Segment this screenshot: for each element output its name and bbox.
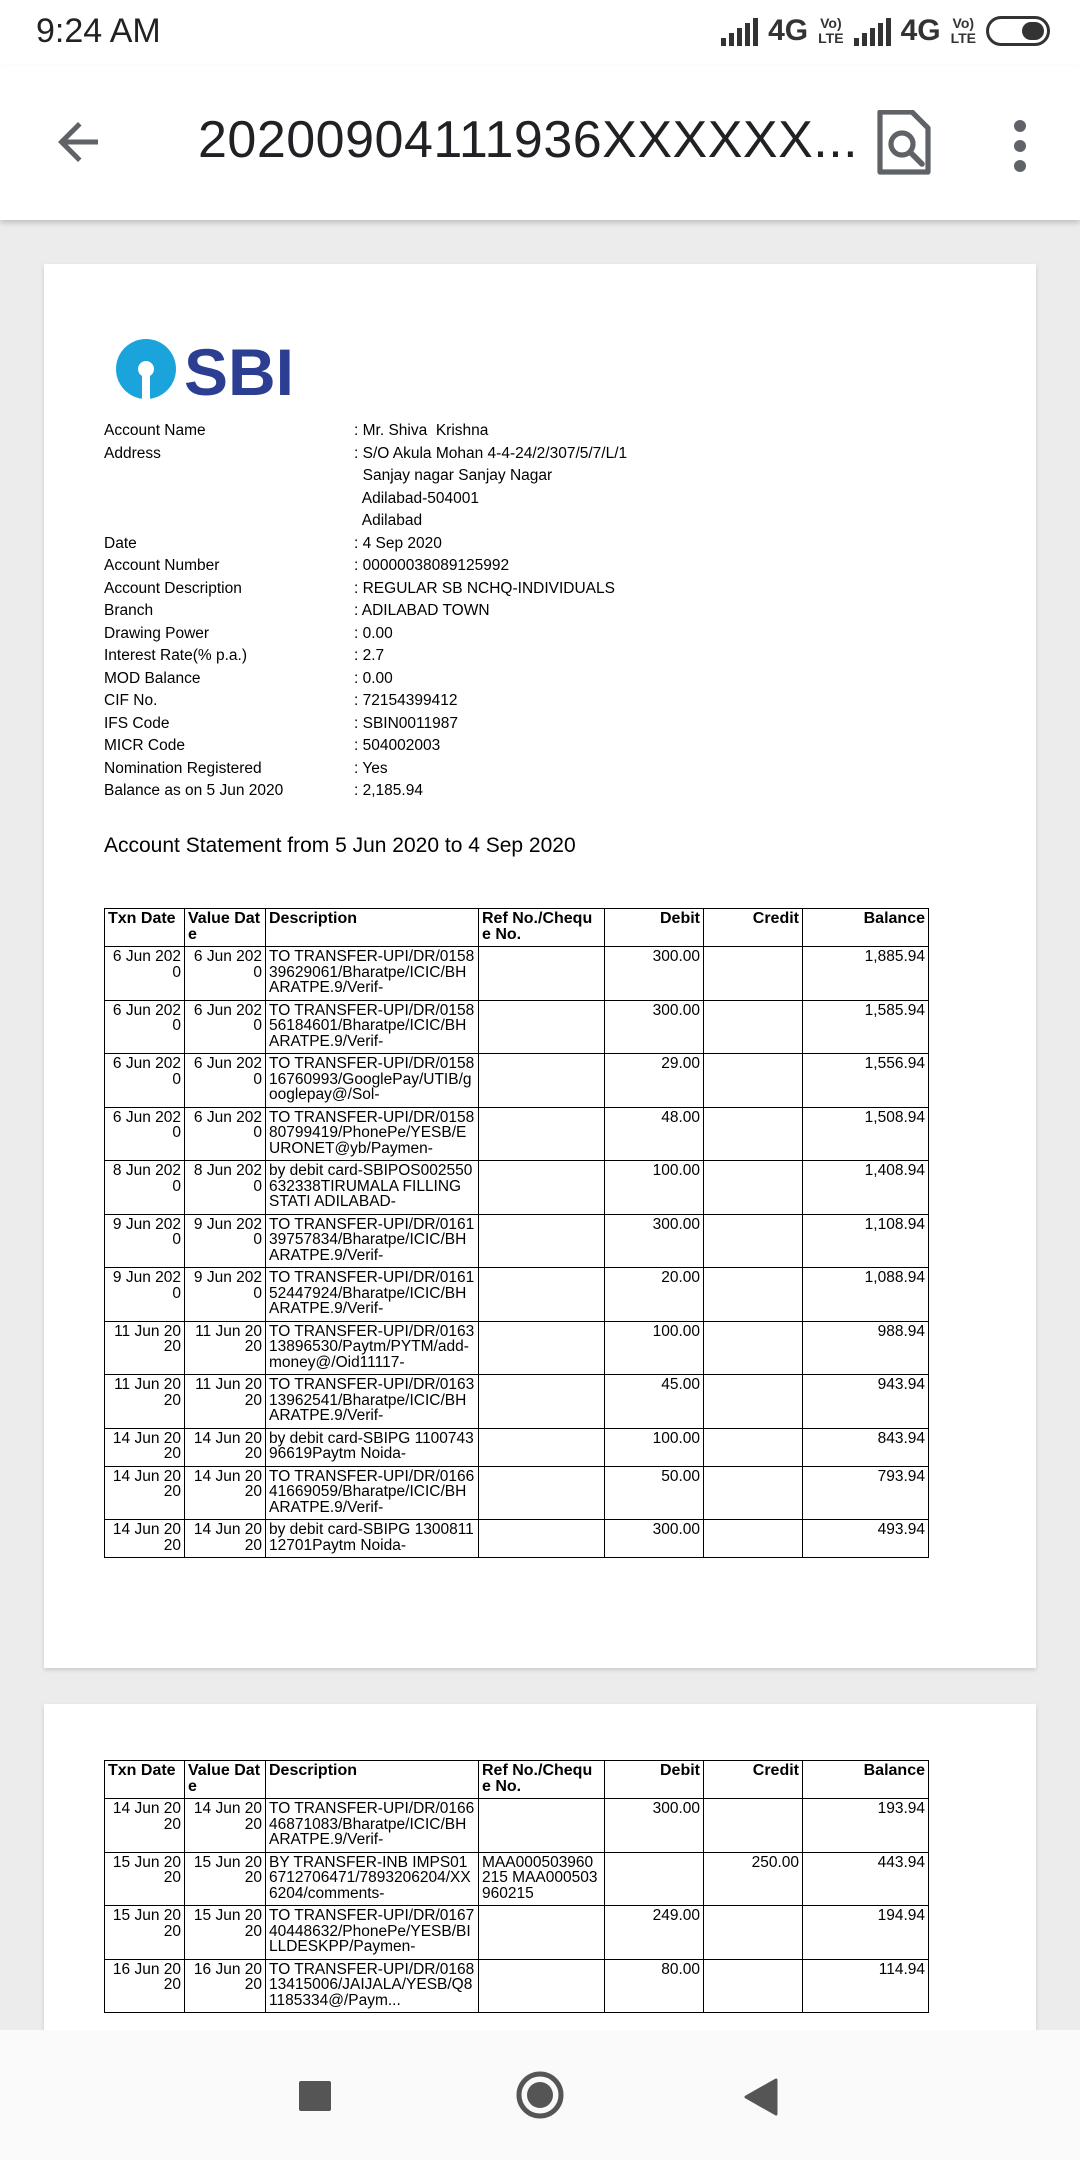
table-cell: 1,088.94 bbox=[803, 1268, 929, 1322]
info-label: Address bbox=[104, 444, 161, 462]
column-header: Debit bbox=[605, 909, 704, 947]
account-info-row bbox=[104, 533, 627, 556]
table-cell: 493.94 bbox=[803, 1520, 929, 1558]
table-cell: 16 Jun 2020 bbox=[185, 1959, 266, 2013]
table-cell: 9 Jun 2020 bbox=[105, 1214, 185, 1268]
info-value: : 72154399412 bbox=[354, 692, 458, 709]
info-value: : 504002003 bbox=[354, 737, 441, 754]
table-cell bbox=[704, 1466, 803, 1520]
info-value: : 4 Sep 2020 bbox=[354, 534, 442, 552]
column-header: Value Date bbox=[185, 909, 266, 947]
table-row bbox=[105, 1428, 929, 1466]
more-options-button[interactable] bbox=[1000, 116, 1040, 176]
table-cell: 114.94 bbox=[803, 1959, 929, 2013]
table-cell bbox=[704, 1906, 803, 1960]
table-cell: 11 Jun 2020 bbox=[185, 1375, 266, 1429]
table-cell: 793.94 bbox=[803, 1466, 929, 1520]
table-cell: 15 Jun 2020 bbox=[185, 1852, 266, 1906]
account-info-row bbox=[104, 555, 627, 578]
table-cell bbox=[704, 1268, 803, 1322]
account-info-row bbox=[104, 488, 627, 511]
home-button[interactable] bbox=[515, 2070, 565, 2120]
table-cell bbox=[605, 1852, 704, 1906]
table-cell: 80.00 bbox=[605, 1959, 704, 2013]
table-cell: 6 Jun 2020 bbox=[185, 947, 266, 1001]
table-cell: TO TRANSFER-UPI/DR/016139757834/Bharatpe/ICIC/BHARATPE.9/Verif- bbox=[266, 1214, 479, 1268]
account-info-row bbox=[104, 600, 627, 623]
account-info-row bbox=[104, 578, 627, 601]
table-cell: 300.00 bbox=[605, 1214, 704, 1268]
table-row bbox=[105, 1520, 929, 1558]
table-cell: TO TRANSFER-UPI/DR/016740448632/PhonePe/YESB/BILLDESKPP/Paymen- bbox=[266, 1906, 479, 1960]
table-cell: 20.00 bbox=[605, 1268, 704, 1322]
table-cell: 9 Jun 2020 bbox=[185, 1268, 266, 1322]
table-row bbox=[105, 1054, 929, 1108]
table-row bbox=[105, 1161, 929, 1215]
info-value: : S/O Akula Mohan 4-4-24/2/307/5/7/L/1 bbox=[354, 444, 628, 462]
info-value: : Mr. Shiva Krishna bbox=[354, 422, 489, 439]
table-cell bbox=[704, 1000, 803, 1054]
table-cell bbox=[479, 1959, 605, 2013]
column-header: Balance bbox=[803, 909, 929, 947]
nav-back-button[interactable] bbox=[742, 2078, 778, 2116]
table-cell: 988.94 bbox=[803, 1321, 929, 1375]
table-cell bbox=[479, 1214, 605, 1268]
table-cell: 6 Jun 2020 bbox=[105, 947, 185, 1001]
table-cell bbox=[479, 1520, 605, 1558]
table-cell: 15 Jun 2020 bbox=[185, 1906, 266, 1960]
table-cell: 1,108.94 bbox=[803, 1214, 929, 1268]
table-cell: 100.00 bbox=[605, 1321, 704, 1375]
info-label: Drawing Power bbox=[104, 624, 210, 642]
table-header-row bbox=[105, 1761, 929, 1799]
more-vert-icon bbox=[1000, 116, 1040, 176]
find-in-page-button[interactable] bbox=[874, 110, 932, 176]
table-cell bbox=[704, 1375, 803, 1429]
table-cell: TO TRANSFER-UPI/DR/015880799419/PhonePe/YESB/EURONET@yb/Paymen- bbox=[266, 1107, 479, 1161]
table-cell: TO TRANSFER-UPI/DR/016813415006/JAIJALA/YESB/Q81185334@/Paym... bbox=[266, 1959, 479, 2013]
table-cell: 6 Jun 2020 bbox=[105, 1054, 185, 1108]
battery-toggle-icon bbox=[986, 16, 1050, 46]
table-cell: 1,885.94 bbox=[803, 947, 929, 1001]
network-type-2: 4G bbox=[900, 14, 941, 47]
table-row bbox=[105, 1214, 929, 1268]
account-info-row bbox=[104, 758, 627, 781]
info-value: : 2,185.94 bbox=[354, 782, 423, 799]
table-cell: TO TRANSFER-UPI/DR/016152447924/Bharatpe/ICIC/BHARATPE.9/Verif- bbox=[266, 1268, 479, 1322]
table-cell: 100.00 bbox=[605, 1428, 704, 1466]
table-cell bbox=[479, 1799, 605, 1853]
network-type-1: 4G bbox=[768, 14, 809, 47]
account-info-row bbox=[104, 510, 627, 533]
table-cell: TO TRANSFER-UPI/DR/015856184601/Bharatpe/ICIC/BHARATPE.9/Verif- bbox=[266, 1000, 479, 1054]
table-cell: 14 Jun 2020 bbox=[105, 1799, 185, 1853]
table-cell bbox=[479, 1428, 605, 1466]
column-header: Ref No./Cheque No. bbox=[479, 909, 605, 947]
account-info-row bbox=[104, 443, 627, 466]
table-cell: 1,585.94 bbox=[803, 1000, 929, 1054]
table-cell bbox=[479, 1107, 605, 1161]
table-cell: 14 Jun 2020 bbox=[105, 1520, 185, 1558]
table-cell bbox=[704, 1214, 803, 1268]
table-cell: MAA000503960215 MAA000503960215 bbox=[479, 1852, 605, 1906]
table-cell bbox=[704, 1321, 803, 1375]
info-label: CIF No. bbox=[104, 692, 158, 709]
table-cell: 1,508.94 bbox=[803, 1107, 929, 1161]
table-cell: 250.00 bbox=[704, 1852, 803, 1906]
table-row bbox=[105, 1000, 929, 1054]
status-icons bbox=[721, 14, 1050, 48]
info-value: Adilabad bbox=[354, 512, 423, 529]
column-header: Balance bbox=[803, 1761, 929, 1799]
table-cell: 14 Jun 2020 bbox=[185, 1466, 266, 1520]
table-cell: 100.00 bbox=[605, 1161, 704, 1215]
table-row bbox=[105, 1268, 929, 1322]
table-cell: 9 Jun 2020 bbox=[185, 1214, 266, 1268]
table-cell: TO TRANSFER-UPI/DR/016313896530/Paytm/PYTM/add-money@/Oid11117- bbox=[266, 1321, 479, 1375]
table-cell bbox=[704, 947, 803, 1001]
table-cell bbox=[479, 1906, 605, 1960]
home-circle-icon bbox=[515, 2070, 565, 2120]
table-cell: 6 Jun 2020 bbox=[105, 1000, 185, 1054]
volte-1-top: Vo) bbox=[820, 15, 842, 31]
table-cell: TO TRANSFER-UPI/DR/015816760993/GooglePay/UTIB/googlepay@/Sol- bbox=[266, 1054, 479, 1108]
table-cell: 1,556.94 bbox=[803, 1054, 929, 1108]
table-cell: 29.00 bbox=[605, 1054, 704, 1108]
account-info-row bbox=[104, 735, 627, 758]
info-value: : 00000038089125992 bbox=[354, 557, 510, 574]
table-cell: 9 Jun 2020 bbox=[105, 1268, 185, 1322]
volte-2-bottom: LTE bbox=[950, 30, 976, 46]
table-cell: 15 Jun 2020 bbox=[105, 1852, 185, 1906]
table-cell: 48.00 bbox=[605, 1107, 704, 1161]
table-cell: 300.00 bbox=[605, 1520, 704, 1558]
table-row bbox=[105, 1466, 929, 1520]
column-header: Value Date bbox=[185, 1761, 266, 1799]
table-cell: TO TRANSFER-UPI/DR/016646871083/Bharatpe/ICIC/BHARATPE.9/Verif- bbox=[266, 1799, 479, 1853]
find-in-page-icon bbox=[874, 110, 932, 176]
table-cell bbox=[479, 1161, 605, 1215]
app-bar bbox=[0, 66, 1080, 220]
info-label bbox=[104, 510, 354, 533]
info-label: Account Number bbox=[104, 557, 220, 574]
sbi-logo bbox=[114, 334, 314, 404]
table-cell: 6 Jun 2020 bbox=[185, 1054, 266, 1108]
table-cell bbox=[704, 1799, 803, 1853]
column-header: Ref No./Cheque No. bbox=[479, 1761, 605, 1799]
table-row bbox=[105, 1852, 929, 1906]
sbi-logo-text: SBI bbox=[184, 335, 295, 404]
table-cell: TO TRANSFER-UPI/DR/015839629061/Bharatpe/ICIC/BHARATPE.9/Verif- bbox=[266, 947, 479, 1001]
back-triangle-icon bbox=[742, 2078, 778, 2116]
info-label: Account Name bbox=[104, 422, 206, 439]
table-cell: 11 Jun 2020 bbox=[105, 1321, 185, 1375]
table-cell: 443.94 bbox=[803, 1852, 929, 1906]
table-cell: 6 Jun 2020 bbox=[185, 1000, 266, 1054]
volte-icon-2 bbox=[951, 16, 976, 46]
table-cell: 6 Jun 2020 bbox=[105, 1107, 185, 1161]
table-row bbox=[105, 1959, 929, 2013]
table-row bbox=[105, 1107, 929, 1161]
account-info bbox=[104, 420, 627, 803]
volte-1-bottom: LTE bbox=[818, 30, 844, 46]
table-cell: by debit card-SBIPG 110074396619Paytm Noida- bbox=[266, 1428, 479, 1466]
account-info-row bbox=[104, 668, 627, 691]
account-info-row bbox=[104, 623, 627, 646]
navigation-bar bbox=[0, 2030, 1080, 2160]
signal-icon-2 bbox=[854, 16, 891, 46]
table-cell: 16 Jun 2020 bbox=[105, 1959, 185, 2013]
table-cell bbox=[479, 1321, 605, 1375]
info-value: Sanjay nagar Sanjay Nagar bbox=[354, 467, 553, 484]
table-cell: 300.00 bbox=[605, 947, 704, 1001]
signal-icon bbox=[721, 16, 758, 46]
table-cell: TO TRANSFER-UPI/DR/016313962541/Bharatpe/ICIC/BHARATPE.9/Verif- bbox=[266, 1375, 479, 1429]
info-value: : 0.00 bbox=[354, 624, 393, 642]
info-label: MICR Code bbox=[104, 737, 185, 754]
info-value: : ADILABAD TOWN bbox=[354, 602, 490, 619]
column-header: Txn Date bbox=[105, 909, 185, 947]
table-cell: 14 Jun 2020 bbox=[105, 1428, 185, 1466]
table-cell: 8 Jun 2020 bbox=[105, 1161, 185, 1215]
table-cell: 6 Jun 2020 bbox=[185, 1107, 266, 1161]
table-cell: 249.00 bbox=[605, 1906, 704, 1960]
table-cell: 14 Jun 2020 bbox=[185, 1428, 266, 1466]
table-cell: BY TRANSFER-INB IMPS016712706471/7893206204/XX6204/comments- bbox=[266, 1852, 479, 1906]
table-row bbox=[105, 1906, 929, 1960]
info-value: Adilabad-504001 bbox=[354, 489, 479, 507]
table-cell: by debit card-SBIPOS002550632338TIRUMALA FILLING STATI ADILABAD- bbox=[266, 1161, 479, 1215]
table-cell: 300.00 bbox=[605, 1000, 704, 1054]
info-label: Interest Rate(% p.a.) bbox=[104, 647, 248, 664]
table-cell: 8 Jun 2020 bbox=[185, 1161, 266, 1215]
table-cell: 15 Jun 2020 bbox=[105, 1906, 185, 1960]
info-value: : SBIN0011987 bbox=[354, 714, 458, 732]
column-header: Description bbox=[266, 909, 479, 947]
table-cell: TO TRANSFER-UPI/DR/016641669059/Bharatpe/ICIC/BHARATPE.9/Verif- bbox=[266, 1466, 479, 1520]
table-row bbox=[105, 1321, 929, 1375]
table-header-row bbox=[105, 909, 929, 947]
info-value: : Yes bbox=[354, 759, 388, 777]
table-cell: 14 Jun 2020 bbox=[105, 1466, 185, 1520]
table-cell: 11 Jun 2020 bbox=[185, 1321, 266, 1375]
table-cell bbox=[479, 947, 605, 1001]
column-header: Debit bbox=[605, 1761, 704, 1799]
table-cell bbox=[704, 1107, 803, 1161]
info-label bbox=[104, 465, 354, 488]
table-cell bbox=[479, 1375, 605, 1429]
table-cell bbox=[479, 1000, 605, 1054]
pdf-page-1 bbox=[44, 264, 1036, 1668]
table-cell bbox=[704, 1161, 803, 1215]
back-arrow-icon bbox=[48, 112, 108, 172]
info-label: Account Description bbox=[104, 579, 242, 597]
table-cell: 11 Jun 2020 bbox=[105, 1375, 185, 1429]
info-label: Nomination Registered bbox=[104, 759, 262, 777]
info-label bbox=[104, 488, 354, 511]
table-row bbox=[105, 1799, 929, 1853]
table-cell: 843.94 bbox=[803, 1428, 929, 1466]
document-title: 20200904111936XXXXXX... bbox=[198, 111, 859, 169]
table-cell: 193.94 bbox=[803, 1799, 929, 1853]
table-cell: 45.00 bbox=[605, 1375, 704, 1429]
recent-apps-button[interactable] bbox=[299, 2081, 331, 2111]
table-cell: 14 Jun 2020 bbox=[185, 1520, 266, 1558]
column-header: Description bbox=[266, 1761, 479, 1799]
account-info-row bbox=[104, 780, 627, 803]
info-value: : 0.00 bbox=[354, 669, 393, 687]
column-header: Credit bbox=[704, 1761, 803, 1799]
info-label: Balance as on 5 Jun 2020 bbox=[104, 782, 284, 799]
table-cell: 194.94 bbox=[803, 1906, 929, 1960]
table-cell bbox=[704, 1054, 803, 1108]
info-label: MOD Balance bbox=[104, 669, 201, 687]
info-label: Date bbox=[104, 534, 137, 552]
back-button[interactable] bbox=[48, 112, 108, 172]
account-info-row bbox=[104, 690, 627, 713]
table-row bbox=[105, 1375, 929, 1429]
transactions-table bbox=[104, 908, 929, 1558]
account-info-row bbox=[104, 420, 627, 443]
table-cell bbox=[479, 1054, 605, 1108]
account-info-row bbox=[104, 465, 627, 488]
table-cell bbox=[704, 1959, 803, 2013]
column-header: Txn Date bbox=[105, 1761, 185, 1799]
volte-2-top: Vo) bbox=[952, 15, 975, 31]
status-bar bbox=[0, 0, 1080, 66]
table-cell: 50.00 bbox=[605, 1466, 704, 1520]
table-cell: 1,408.94 bbox=[803, 1161, 929, 1215]
account-info-row bbox=[104, 713, 627, 736]
info-label: IFS Code bbox=[104, 714, 170, 732]
account-info-row bbox=[104, 645, 627, 668]
table-cell: 300.00 bbox=[605, 1799, 704, 1853]
volte-icon-1 bbox=[818, 16, 843, 46]
column-header: Credit bbox=[704, 909, 803, 947]
info-label: Branch bbox=[104, 602, 154, 619]
statement-title: Account Statement from 5 Jun 2020 to 4 Sep 2020 bbox=[104, 834, 576, 857]
status-time: 9:24 AM bbox=[36, 12, 161, 50]
table-cell: by debit card-SBIPG 130081112701Paytm Noida- bbox=[266, 1520, 479, 1558]
info-value: : 2.7 bbox=[354, 647, 385, 664]
table-cell bbox=[479, 1268, 605, 1322]
table-cell bbox=[704, 1428, 803, 1466]
info-value: : REGULAR SB NCHQ-INDIVIDUALS bbox=[354, 579, 615, 597]
table-cell: 943.94 bbox=[803, 1375, 929, 1429]
table-cell bbox=[479, 1466, 605, 1520]
transactions-table bbox=[104, 1760, 929, 2013]
table-cell bbox=[704, 1520, 803, 1558]
table-cell: 14 Jun 2020 bbox=[185, 1799, 266, 1853]
table-row bbox=[105, 947, 929, 1001]
